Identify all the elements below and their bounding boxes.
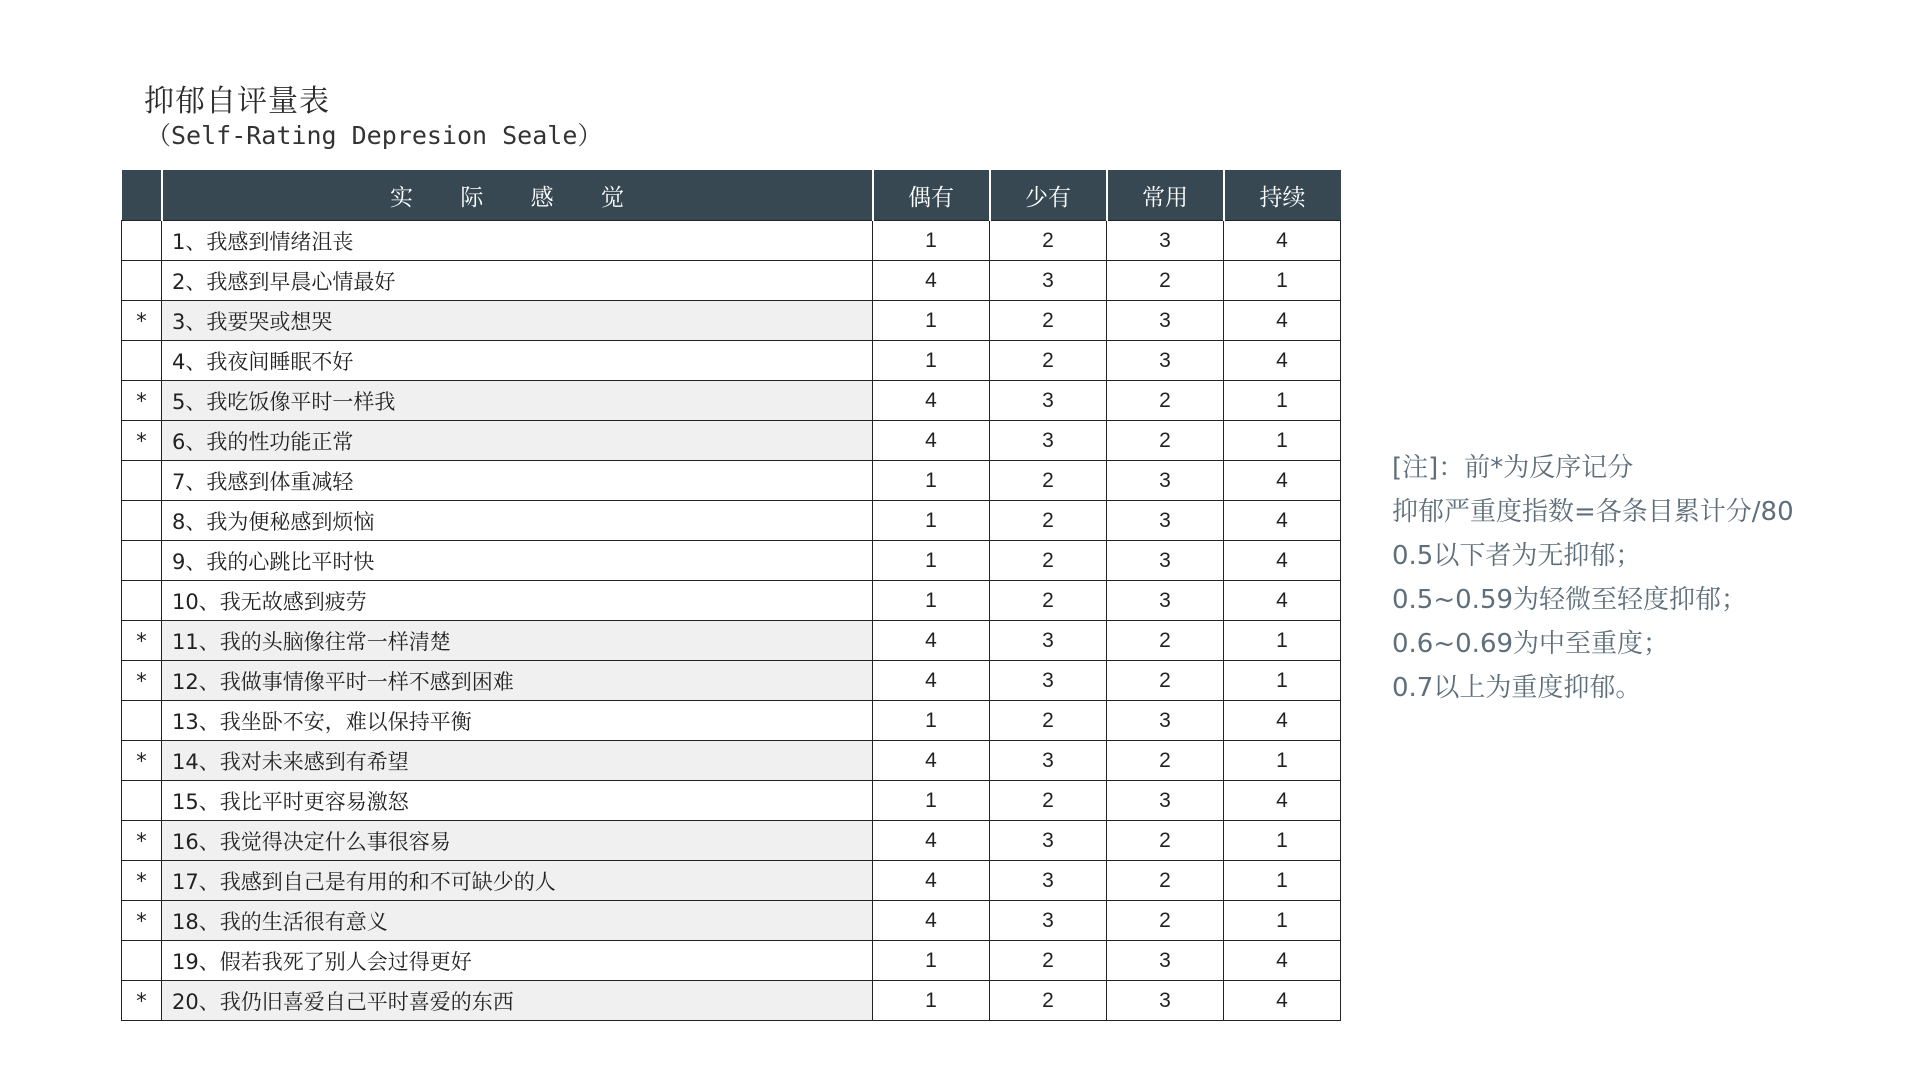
score-constant: 4 <box>1224 981 1341 1021</box>
score-constant: 4 <box>1224 221 1341 261</box>
reverse-score-marker <box>122 261 162 301</box>
score-occasional: 4 <box>873 421 990 461</box>
item-text: 18、我的生活很有意义 <box>162 901 873 941</box>
score-little: 3 <box>990 661 1107 701</box>
score-constant: 4 <box>1224 461 1341 501</box>
reverse-score-marker: * <box>122 301 162 341</box>
table-row <box>122 421 1341 461</box>
score-often: 3 <box>1107 501 1224 541</box>
score-constant: 4 <box>1224 501 1341 541</box>
reverse-score-marker <box>122 461 162 501</box>
depression-scale-table <box>121 170 1341 1021</box>
item-text: 10、我无故感到疲劳 <box>162 581 873 621</box>
item-text: 14、我对未来感到有希望 <box>162 741 873 781</box>
score-often: 2 <box>1107 381 1224 421</box>
item-text: 2、我感到早晨心情最好 <box>162 261 873 301</box>
item-text: 3、我要哭或想哭 <box>162 301 873 341</box>
score-occasional: 4 <box>873 861 990 901</box>
note-line: 0.6~0.69为中至重度； <box>1392 629 1670 659</box>
reverse-score-marker: * <box>122 661 162 701</box>
score-occasional: 1 <box>873 581 990 621</box>
score-constant: 4 <box>1224 781 1341 821</box>
reverse-score-marker <box>122 541 162 581</box>
score-occasional: 4 <box>873 901 990 941</box>
score-often: 3 <box>1107 341 1224 381</box>
item-text: 5、我吃饭像平时一样我 <box>162 381 873 421</box>
score-constant: 1 <box>1224 261 1341 301</box>
reverse-score-marker: * <box>122 741 162 781</box>
score-often: 2 <box>1107 741 1224 781</box>
score-occasional: 4 <box>873 741 990 781</box>
item-text: 15、我比平时更容易激怒 <box>162 781 873 821</box>
score-occasional: 1 <box>873 501 990 541</box>
score-often: 3 <box>1107 461 1224 501</box>
score-little: 2 <box>990 501 1107 541</box>
score-often: 3 <box>1107 981 1224 1021</box>
score-constant: 4 <box>1224 541 1341 581</box>
score-occasional: 1 <box>873 341 990 381</box>
score-constant: 1 <box>1224 421 1341 461</box>
table-row <box>122 221 1341 261</box>
score-occasional: 1 <box>873 301 990 341</box>
score-little: 3 <box>990 421 1107 461</box>
score-constant: 1 <box>1224 821 1341 861</box>
score-constant: 1 <box>1224 901 1341 941</box>
item-text: 17、我感到自己是有用的和不可缺少的人 <box>162 861 873 901</box>
note-line: 0.5~0.59为轻微至轻度抑郁； <box>1392 585 1748 615</box>
table-row <box>122 381 1341 421</box>
score-occasional: 1 <box>873 781 990 821</box>
score-often: 2 <box>1107 421 1224 461</box>
score-little: 2 <box>990 461 1107 501</box>
header-occasional: 偶有 <box>873 170 990 221</box>
reverse-score-marker: * <box>122 421 162 461</box>
score-little: 2 <box>990 341 1107 381</box>
note-line: [注]：前*为反序记分 <box>1392 453 1634 483</box>
score-constant: 4 <box>1224 341 1341 381</box>
score-often: 2 <box>1107 261 1224 301</box>
table-row <box>122 901 1341 941</box>
page-title: 抑郁自评量表 <box>144 84 330 119</box>
table-row <box>122 821 1341 861</box>
score-occasional: 4 <box>873 661 990 701</box>
table-row <box>122 461 1341 501</box>
reverse-score-marker <box>122 501 162 541</box>
score-occasional: 1 <box>873 221 990 261</box>
reverse-score-marker <box>122 781 162 821</box>
scoring-notes <box>1392 446 1794 710</box>
score-little: 3 <box>990 861 1107 901</box>
score-little: 2 <box>990 781 1107 821</box>
header-actual-feeling: 实 际 感 觉 <box>162 170 873 221</box>
score-little: 3 <box>990 901 1107 941</box>
item-text: 13、我坐卧不安，难以保持平衡 <box>162 701 873 741</box>
score-little: 2 <box>990 981 1107 1021</box>
table-row <box>122 661 1341 701</box>
score-occasional: 1 <box>873 981 990 1021</box>
score-little: 3 <box>990 621 1107 661</box>
item-text: 20、我仍旧喜爱自己平时喜爱的东西 <box>162 981 873 1021</box>
reverse-score-marker: * <box>122 381 162 421</box>
score-occasional: 4 <box>873 381 990 421</box>
score-often: 3 <box>1107 581 1224 621</box>
reverse-score-marker <box>122 941 162 981</box>
table-row <box>122 701 1341 741</box>
table-row <box>122 341 1341 381</box>
score-little: 3 <box>990 381 1107 421</box>
item-text: 6、我的性功能正常 <box>162 421 873 461</box>
table-row <box>122 741 1341 781</box>
reverse-score-marker <box>122 581 162 621</box>
reverse-score-marker <box>122 701 162 741</box>
item-text: 11、我的头脑像往常一样清楚 <box>162 621 873 661</box>
score-often: 3 <box>1107 301 1224 341</box>
table-row <box>122 861 1341 901</box>
table-row <box>122 541 1341 581</box>
note-line: 0.7以上为重度抑郁。 <box>1392 673 1642 703</box>
score-constant: 1 <box>1224 861 1341 901</box>
score-little: 2 <box>990 701 1107 741</box>
reverse-score-marker: * <box>122 621 162 661</box>
header-often: 常用 <box>1107 170 1224 221</box>
item-text: 4、我夜间睡眠不好 <box>162 341 873 381</box>
score-often: 2 <box>1107 621 1224 661</box>
reverse-score-marker: * <box>122 861 162 901</box>
score-little: 2 <box>990 941 1107 981</box>
score-occasional: 4 <box>873 821 990 861</box>
score-little: 3 <box>990 741 1107 781</box>
table-header-row <box>122 170 1341 221</box>
note-line: 0.5以下者为无抑郁； <box>1392 541 1642 571</box>
table-row <box>122 981 1341 1021</box>
score-little: 2 <box>990 221 1107 261</box>
item-text: 7、我感到体重减轻 <box>162 461 873 501</box>
score-occasional: 1 <box>873 461 990 501</box>
item-text: 9、我的心跳比平时快 <box>162 541 873 581</box>
score-occasional: 1 <box>873 701 990 741</box>
header-constant: 持续 <box>1224 170 1341 221</box>
score-little: 2 <box>990 301 1107 341</box>
score-constant: 4 <box>1224 701 1341 741</box>
header-little: 少有 <box>990 170 1107 221</box>
reverse-score-marker: * <box>122 981 162 1021</box>
score-often: 2 <box>1107 821 1224 861</box>
score-occasional: 4 <box>873 261 990 301</box>
reverse-score-marker <box>122 221 162 261</box>
score-occasional: 1 <box>873 941 990 981</box>
score-little: 2 <box>990 581 1107 621</box>
score-little: 3 <box>990 821 1107 861</box>
table-row <box>122 261 1341 301</box>
score-often: 2 <box>1107 901 1224 941</box>
page-subtitle: （Self-Rating Depresion Seale） <box>146 121 603 150</box>
score-often: 3 <box>1107 781 1224 821</box>
score-constant: 4 <box>1224 301 1341 341</box>
score-often: 3 <box>1107 221 1224 261</box>
score-often: 2 <box>1107 661 1224 701</box>
reverse-score-marker: * <box>122 901 162 941</box>
table-row <box>122 621 1341 661</box>
item-text: 1、我感到情绪沮丧 <box>162 221 873 261</box>
item-text: 12、我做事情像平时一样不感到困难 <box>162 661 873 701</box>
table-row <box>122 501 1341 541</box>
score-constant: 1 <box>1224 621 1341 661</box>
table-row <box>122 581 1341 621</box>
score-constant: 1 <box>1224 661 1341 701</box>
header-marker <box>122 170 162 221</box>
table-body <box>122 221 1341 1021</box>
score-often: 3 <box>1107 941 1224 981</box>
score-little: 3 <box>990 261 1107 301</box>
score-often: 2 <box>1107 861 1224 901</box>
score-occasional: 4 <box>873 621 990 661</box>
score-often: 3 <box>1107 541 1224 581</box>
score-occasional: 1 <box>873 541 990 581</box>
reverse-score-marker <box>122 341 162 381</box>
reverse-score-marker: * <box>122 821 162 861</box>
score-little: 2 <box>990 541 1107 581</box>
score-often: 3 <box>1107 701 1224 741</box>
item-text: 19、假若我死了别人会过得更好 <box>162 941 873 981</box>
score-constant: 1 <box>1224 741 1341 781</box>
table-row <box>122 781 1341 821</box>
item-text: 8、我为便秘感到烦恼 <box>162 501 873 541</box>
score-constant: 4 <box>1224 941 1341 981</box>
table-row <box>122 301 1341 341</box>
table-row <box>122 941 1341 981</box>
score-constant: 4 <box>1224 581 1341 621</box>
note-line: 抑郁严重度指数=各条目累计分/80 <box>1392 497 1794 527</box>
item-text: 16、我觉得决定什么事很容易 <box>162 821 873 861</box>
score-constant: 1 <box>1224 381 1341 421</box>
